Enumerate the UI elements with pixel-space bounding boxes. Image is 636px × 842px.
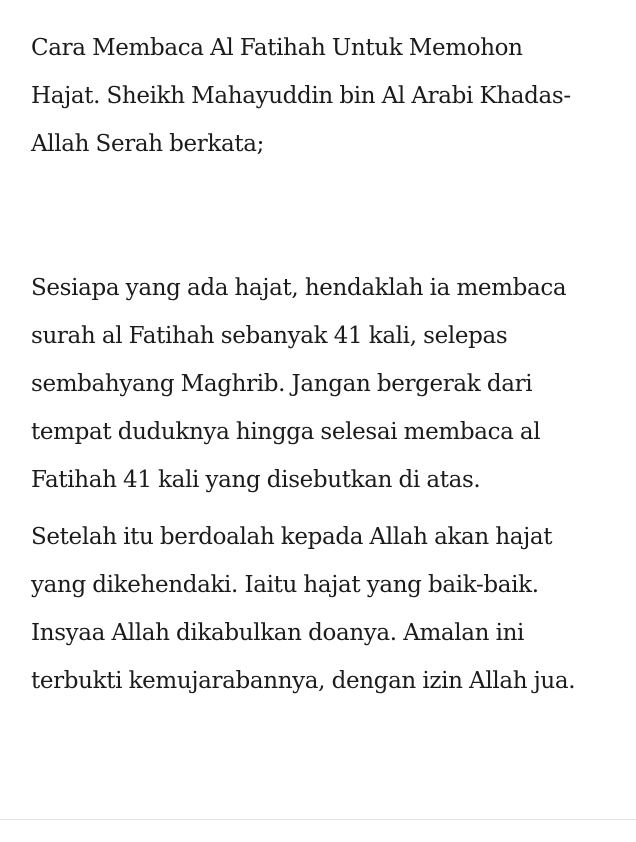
instruction-paragraph: Sesiapa yang ada hajat, hendaklah ia membaca surah al Fatihah sebanyak 41 kali, selepas sembahyang Maghrib. Jangan bergerak dari tempat duduknya hingga selesai membaca al Fatihah 41 kali yang disebutkan di atas.: [31, 275, 567, 493]
bottom-divider: [0, 819, 636, 820]
closing-paragraph: Setelah itu berdoalah kepada Allah akan hajat yang dikehendaki. Iaitu hajat yang baik-baik. Insyaa Allah dikabulkan doanya. Amalan ini terbukti kemujarabannya, dengan izin Allah jua.: [31, 524, 576, 694]
intro-paragraph: Cara Membaca Al Fatihah Untuk Memohon Hajat. Sheikh Mahayuddin bin Al Arabi Khadas-Allah Serah berkata;: [31, 35, 571, 157]
article-body: [31, 24, 621, 705]
